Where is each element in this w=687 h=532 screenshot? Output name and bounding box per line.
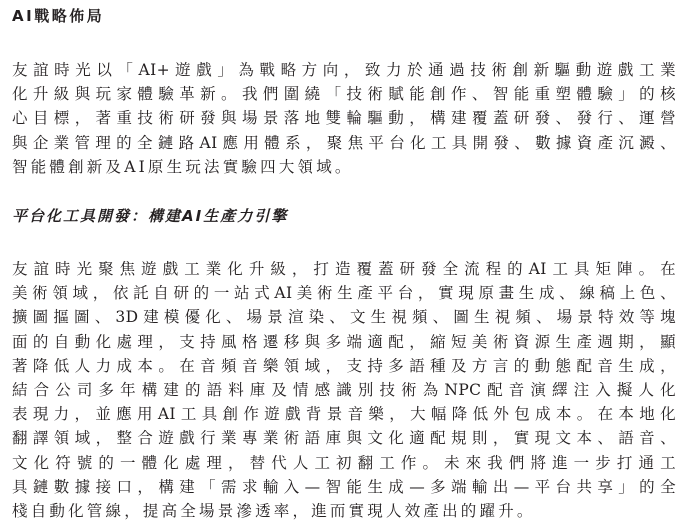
paragraph-line: 擴圖摳圖、3D建模優化、場景渲染、文生視頻、圖生視頻、場景特效等塊 bbox=[12, 308, 676, 327]
paragraph-line: 著降低人力成本。在音頻音樂領域，支持多語種及方言的動態配音生成， bbox=[12, 356, 676, 375]
paragraph-line: 友誼時光聚焦遊戲工業化升級，打造覆蓋研發全流程的AI工具矩陣。在 bbox=[12, 260, 676, 278]
paragraph-line: 化升級與玩家體驗革新。我們圍繞「技術賦能創作、智能重塑體驗」的核 bbox=[12, 85, 676, 104]
section-heading-ai-strategy: AI戰略佈局 bbox=[12, 7, 105, 25]
paragraph-line: 友誼時光以「AI+遊戲」為戰略方向，致力於通過技術創新驅動遊戲工業 bbox=[12, 61, 676, 79]
paragraph-line: 文化符號的一體化處理，替代人工初翻工作。未來我們將進一步打通工 bbox=[12, 453, 676, 472]
paragraph-line: 智能體創新及AI原生玩法實驗四大領域。 bbox=[12, 157, 354, 176]
paragraph-platform-tools bbox=[12, 257, 676, 523]
paragraph-line: 面的自動化處理，支持風格遷移與多端適配，縮短美術資源生產週期，顯 bbox=[12, 332, 676, 351]
paragraph-line: 表現力，並應用AI工具創作遊戲背景音樂，大幅降低外包成本。在本地化 bbox=[12, 405, 676, 424]
section-heading-platform-tools: 平台化工具開發：構建AI生產力引擎 bbox=[12, 207, 289, 225]
paragraph-ai-strategy bbox=[12, 58, 676, 179]
paragraph-line: 棧自動化管線，提高全場景滲透率，進而實現人效產出的躍升。 bbox=[12, 501, 536, 520]
paragraph-line: 心目標，著重技術研發與場景落地雙輪驅動，構建覆蓋研發、發行、運營 bbox=[12, 109, 676, 128]
paragraph-line: 與企業管理的全鏈路AI應用體系，聚焦平台化工具開發、數據資產沉澱、 bbox=[12, 133, 676, 152]
paragraph-line: 美術領域，依託自研的一站式AI美術生產平台，實現原畫生成、線稿上色、 bbox=[12, 284, 676, 303]
paragraph-line: 結合公司多年構建的語料庫及情感識別技術為NPC配音演繹注入擬人化 bbox=[12, 380, 676, 399]
paragraph-line: 翻譯領域，整合遊戲行業專業術語庫與文化適配規則，實現文本、語音、 bbox=[12, 429, 676, 448]
paragraph-line: 具鏈數據接口，構建「需求輸入—智能生成—多端輸出—平台共享」的全 bbox=[12, 477, 676, 496]
